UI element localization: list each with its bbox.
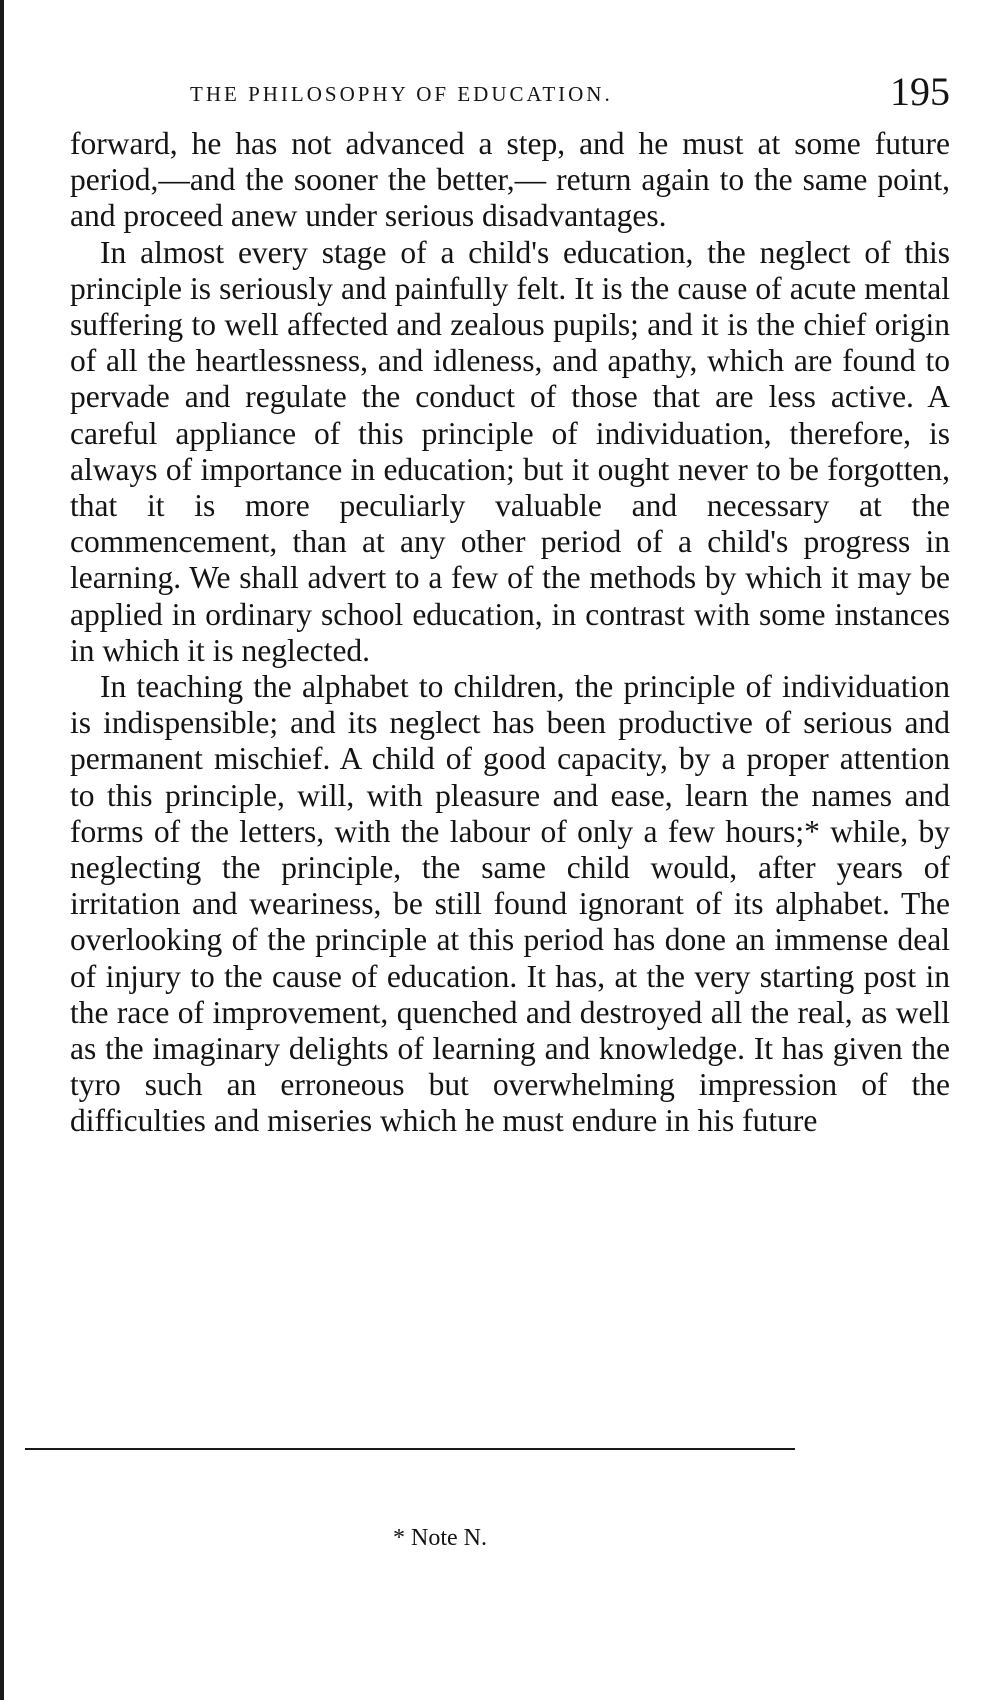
paragraph: In teaching the alphabet to children, the principle of individuation is indispensible; and its neglect has been productive of serious and permanent mischief. A child of good capacity, by a proper attention to this principle, will, with pleasure and ease, learn the names and forms of the letters, with the labour of only a few hours;* while, by neglecting the principle, the same child would, after years of irritation and weariness, be still found ignorant of its alphabet. The overlooking of the principle at this period has done an immense deal of injury to the cause of education. It has, at the very starting post in the race of improvement, quenched and destroyed all the real, as well as the imaginary delights of learning and knowledge. It has given the tyro such an erroneous but overwhelming impression of the difficulties and miseries which he must endure in his future <box>70 669 950 1139</box>
running-head-title: THE PHILOSOPHY OF EDUCATION. <box>190 82 613 106</box>
page-edge <box>0 0 4 1700</box>
paragraph: In almost every stage of a child's education, the neglect of this principle is seriously and painfully felt. It is the cause of acute mental suffering to well affected and zealous pupils; and it is the chief origin of all the heartlessness, and idleness, and apathy, which are found to pervade and regulate the conduct of those that are less active. A careful appliance of this principle of individuation, therefore, is always of importance in education; but it ought never to be forgotten, that it is more peculiarly valuable and necessary at the commencement, than at any other period of a child's progress in learning. We shall advert to a few of the methods by which it may be applied in ordinary school education, in contrast with some instances in which it is neglected. <box>70 234 950 668</box>
running-head <box>70 68 950 116</box>
paragraph-continued: forward, he has not advanced a step, and he must at some future period,—and the sooner the better,— return again to the same point, and proceed anew under serious disadvantages. <box>70 126 950 234</box>
footnote-rule <box>25 1448 795 1450</box>
body-text <box>70 126 950 1140</box>
page-number: 195 <box>890 69 950 114</box>
footnote: * Note N. <box>393 1525 487 1551</box>
book-page <box>70 68 950 1140</box>
